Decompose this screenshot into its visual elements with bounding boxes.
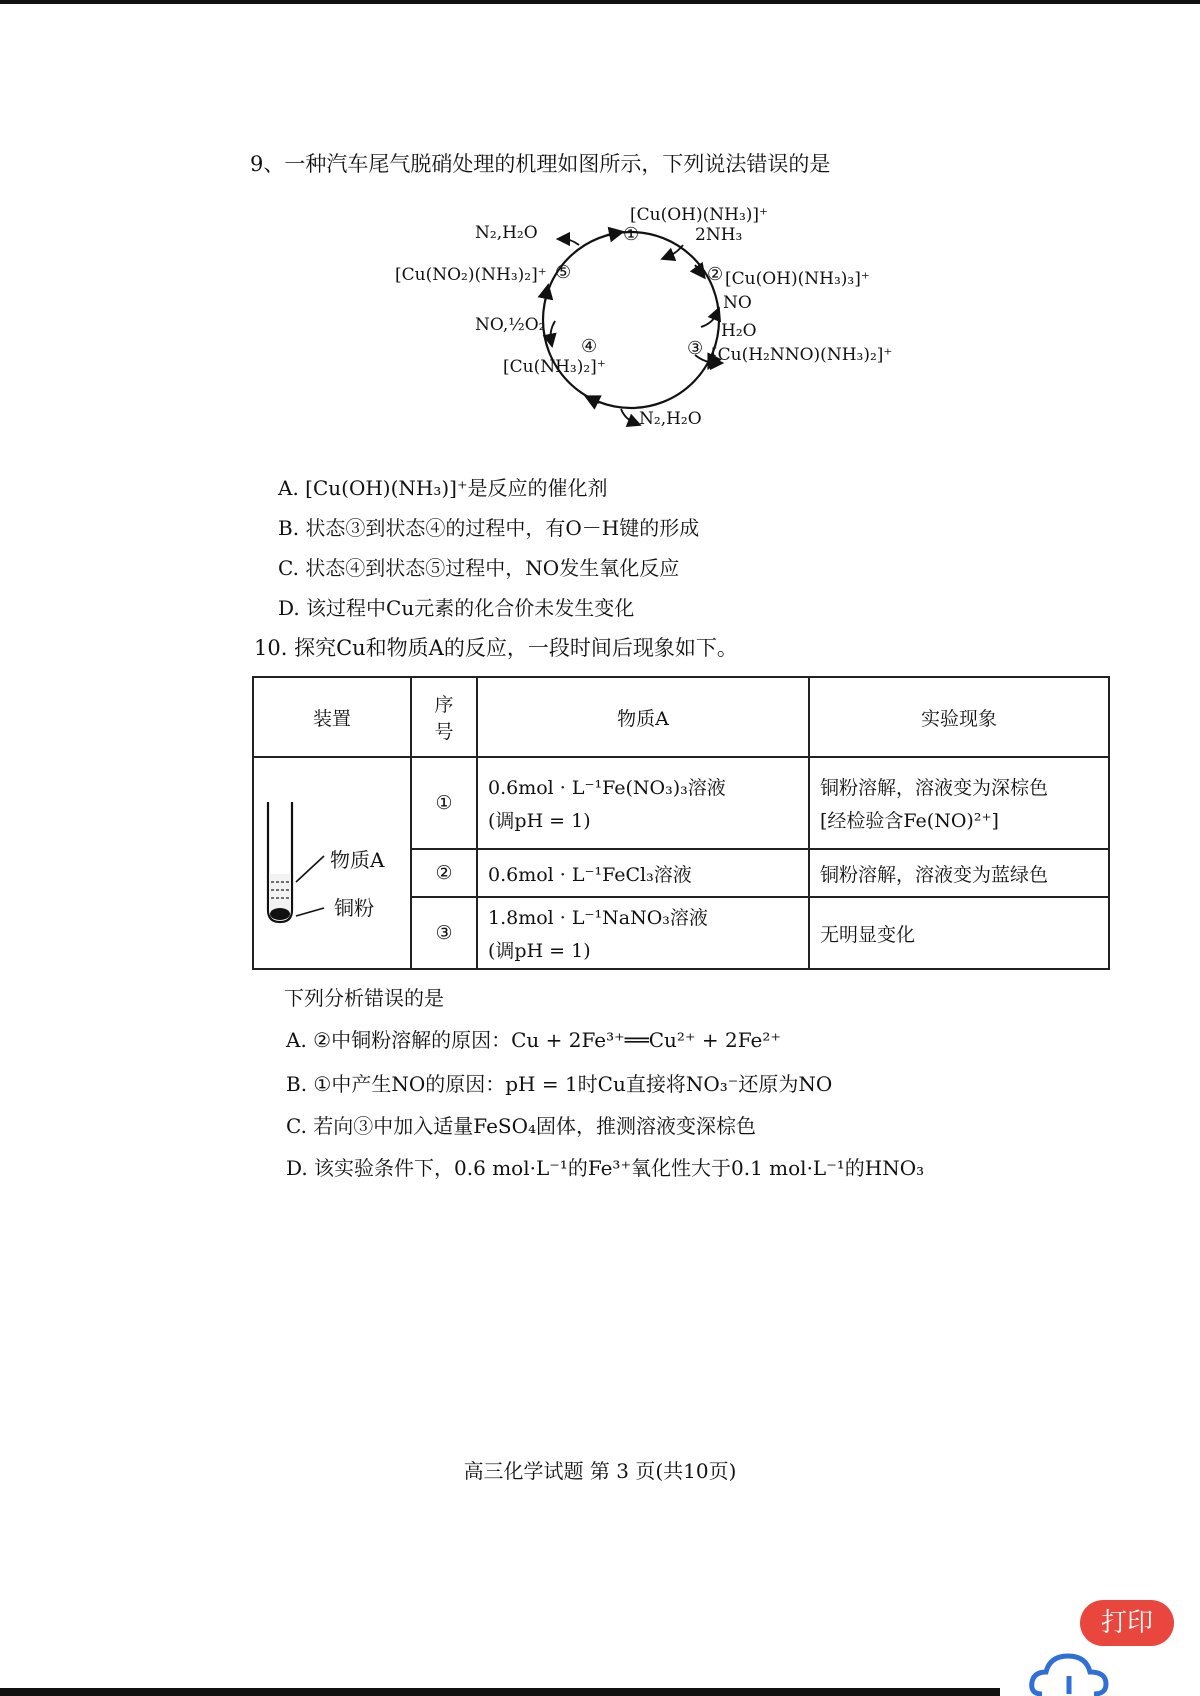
page-footer: 高三化学试题 第 3 页(共10页) <box>463 1459 737 1483</box>
experiment-table <box>252 676 1110 970</box>
row1-no: ① <box>411 757 477 849</box>
out1-label: N₂,H₂O <box>475 223 538 243</box>
bottom-border <box>0 1688 1000 1696</box>
row3-phenomenon: 无明显变化 <box>809 897 1109 969</box>
out4-label: N₂,H₂O <box>639 409 702 429</box>
row3-substance-line2: (调pH = 1) <box>488 940 591 962</box>
arrow-in2 <box>701 313 717 327</box>
q10-option-d: D. 该实验条件下，0.6 mol·L⁻¹的Fe³⁺氧化性大于0.1 mol·L⁻¹的HNO₃ <box>286 1156 925 1180</box>
table-header-row <box>253 677 1109 757</box>
q10-option-b: B. ①中产生NO的原因：pH = 1时Cu直接将NO₃⁻还原为NO <box>286 1072 833 1096</box>
row1-substance <box>477 757 809 849</box>
row3-no: ③ <box>411 897 477 969</box>
state3-number: ③ <box>687 338 704 359</box>
arrow-in5 <box>551 321 556 341</box>
q10-lead: 下列分析错误的是 <box>284 986 444 1010</box>
header-seq-top: 序 <box>434 694 454 716</box>
out3-label: H₂O <box>721 321 757 341</box>
state3-label: [Cu(H₂NNO)(NH₃)₂]⁺ <box>711 345 893 365</box>
q9-option-d: D. 该过程中Cu元素的化合价未发生变化 <box>278 596 635 620</box>
in1-label: 2NH₃ <box>695 225 743 245</box>
q10-option-a: A. ②中铜粉溶解的原因：Cu + 2Fe³⁺══Cu²⁺ + 2Fe²⁺ <box>286 1028 781 1052</box>
q9-option-a: A. [Cu(OH)(NH₃)]⁺是反应的催化剂 <box>278 476 608 500</box>
row3-substance <box>477 897 809 969</box>
header-substance: 物质A <box>477 677 809 757</box>
arrow-in1 <box>667 245 683 257</box>
row1-phenomenon-line1: 铜粉溶解，溶液变为深棕色 <box>820 777 1049 799</box>
row2-substance: 0.6mol · L⁻¹FeCl₃溶液 <box>477 849 809 897</box>
print-button[interactable]: 打印 <box>1080 1600 1174 1646</box>
header-seq-bottom: 号 <box>434 721 454 743</box>
table-row <box>253 757 1109 849</box>
q9-option-b: B. 状态③到状态④的过程中，有O－H键的形成 <box>278 516 700 540</box>
state4-number: ④ <box>581 336 598 357</box>
in5-label: NO,½O₂ <box>475 315 546 335</box>
arrow-out1 <box>563 239 579 245</box>
row2-no: ② <box>411 849 477 897</box>
ring-arrow-5 <box>607 233 617 235</box>
ring-arrow-4 <box>545 291 547 301</box>
row1-phenomenon-line2: [经检验含Fe(NO)²⁺] <box>820 810 999 832</box>
q9-option-c: C. 状态④到状态⑤过程中，NO发生氧化反应 <box>278 556 680 580</box>
state5-number: ⑤ <box>555 262 572 283</box>
header-phenomenon: 实验现象 <box>809 677 1109 757</box>
top-border <box>0 0 1200 4</box>
row2-phenomenon: 铜粉溶解，溶液变为蓝绿色 <box>809 849 1109 897</box>
header-seq <box>411 677 477 757</box>
state1-label: [Cu(OH)(NH₃)]⁺ <box>630 205 769 225</box>
row1-substance-line1: 0.6mol · L⁻¹Fe(NO₃)₃溶液 <box>488 777 726 799</box>
state2-number: ② <box>707 264 724 285</box>
state5-label: [Cu(NO₂)(NH₃)₂]⁺ <box>395 265 547 285</box>
q10-stem: 10. 探究Cu和物质A的反应，一段时间后现象如下。 <box>254 636 738 660</box>
cloud-upload-icon[interactable] <box>1028 1650 1110 1696</box>
q10-option-c: C. 若向③中加入适量FeSO₄固体，推测溶液变深棕色 <box>286 1114 757 1138</box>
row3-substance-line1: 1.8mol · L⁻¹NaNO₃溶液 <box>488 907 708 929</box>
cycle-svg <box>395 205 885 435</box>
arrow-out4 <box>621 409 635 423</box>
cycle-ring <box>543 232 719 408</box>
in2-label: NO <box>723 293 752 313</box>
apparatus-label-copper: 铜粉 <box>334 896 374 920</box>
q9-mechanism-diagram <box>395 205 893 435</box>
header-device: 装置 <box>253 677 411 757</box>
leader-lines <box>294 818 334 938</box>
state2-label: [Cu(OH)(NH₃)₃]⁺ <box>725 269 870 289</box>
row1-substance-line2: (调pH = 1) <box>488 810 591 832</box>
q9-stem: 9、一种汽车尾气脱硝处理的机理如图所示，下列说法错误的是 <box>250 152 831 176</box>
row1-phenomenon <box>809 757 1109 849</box>
apparatus-cell <box>253 757 411 969</box>
state1-number: ① <box>623 224 640 245</box>
apparatus-label-substance: 物质A <box>330 848 385 872</box>
state4-label: [Cu(NH₃)₂]⁺ <box>503 357 606 377</box>
